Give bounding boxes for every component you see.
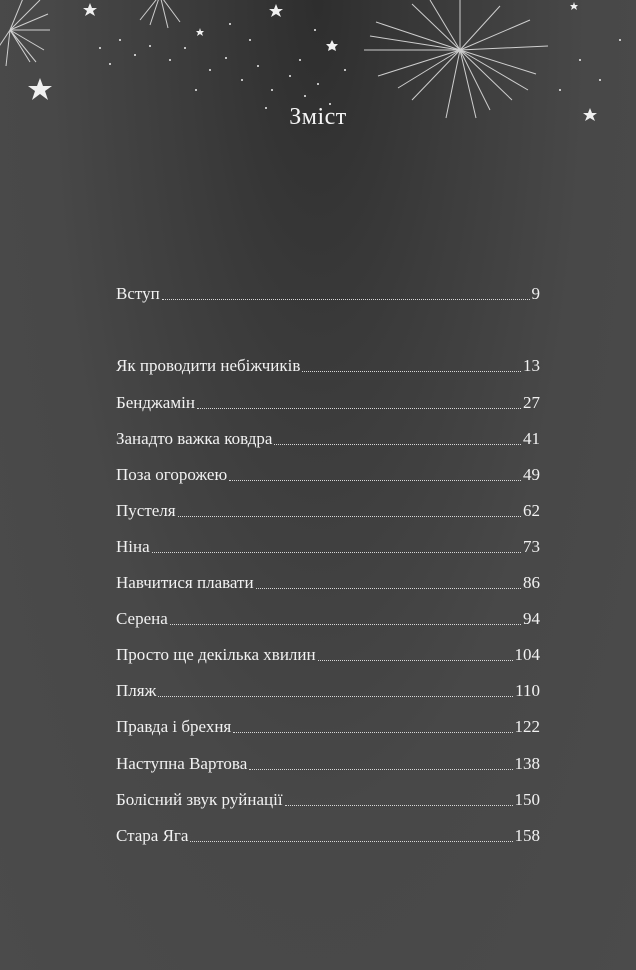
toc-entry-page: 158	[514, 826, 540, 845]
toc-entry[interactable]	[116, 786, 540, 810]
toc-entry-page: 104	[514, 645, 540, 664]
toc-entry-page: 73	[523, 537, 540, 556]
toc-entry[interactable]	[116, 425, 540, 449]
toc-entry-label: Серена	[116, 609, 168, 628]
star-icon	[196, 28, 204, 36]
toc-entry-page: 62	[523, 501, 540, 520]
star-icon	[326, 40, 338, 51]
dot-leader	[233, 731, 512, 733]
toc-entry-label: Бенджамін	[116, 393, 195, 412]
toc-entry-page: 27	[523, 393, 540, 412]
toc-entry[interactable]	[116, 569, 540, 593]
toc-entry-page: 86	[523, 573, 540, 592]
dot-leader	[256, 587, 521, 589]
dot-leader	[197, 407, 521, 409]
toc-entry[interactable]	[116, 605, 540, 629]
dot-leader	[285, 804, 513, 806]
dot-leader	[170, 623, 521, 625]
dot-leader	[249, 768, 512, 770]
dot-leader	[178, 515, 521, 517]
toc-entry-page: 9	[531, 284, 540, 303]
toc-entry[interactable]	[116, 352, 540, 376]
toc-entry[interactable]	[116, 822, 540, 846]
toc-entry-label: Болісний звук руйнації	[116, 790, 283, 809]
toc-entry-page: 13	[523, 356, 540, 375]
toc-entry[interactable]	[116, 461, 540, 485]
toc-entry-page: 150	[514, 790, 540, 809]
toc-entry-page: 41	[523, 429, 540, 448]
toc-entry-label: Просто ще декілька хвилин	[116, 645, 316, 664]
toc-entry-label: Наступна Вартова	[116, 754, 248, 773]
star-icon	[28, 78, 52, 100]
toc-entry-label: Пустеля	[116, 501, 176, 520]
star-icon	[570, 2, 578, 10]
dot-leader	[302, 370, 521, 372]
dot-leader	[190, 840, 512, 842]
toc-entry-label: Поза огорожею	[116, 465, 228, 484]
dot-leader	[158, 695, 513, 697]
dot-leader	[274, 443, 521, 445]
toc-entry-label: Навчитися плавати	[116, 573, 254, 592]
toc-entry-page: 138	[514, 754, 540, 773]
toc-entry-label: Занадто важка ковдра	[116, 429, 273, 448]
toc-entry-page: 94	[523, 609, 540, 628]
toc-entry[interactable]	[116, 389, 540, 413]
toc-entry[interactable]	[116, 713, 540, 737]
toc-entry-page: 122	[514, 717, 540, 736]
toc-entry[interactable]	[116, 533, 540, 557]
toc-entry[interactable]	[116, 750, 540, 774]
page-title: Зміст	[289, 104, 347, 130]
firework-right-icon	[364, 0, 548, 118]
toc-entry-label: Вступ	[116, 284, 160, 303]
firework-left-icon	[0, 0, 50, 66]
star-icon	[83, 3, 97, 16]
toc-entry-label: Стара Яга	[116, 826, 189, 845]
toc-entry-page: 110	[515, 681, 540, 700]
dot-leader	[152, 551, 521, 553]
dot-leader	[318, 659, 513, 661]
toc-entry-label: Як проводити небіжчиків	[116, 356, 301, 375]
toc-entry[interactable]	[116, 497, 540, 521]
toc-entry[interactable]	[116, 677, 540, 701]
toc-entry-page: 49	[523, 465, 540, 484]
dot-leader	[162, 298, 530, 300]
toc-entry-intro[interactable]	[116, 280, 540, 304]
star-icon	[269, 4, 283, 17]
toc-entry-label: Ніна	[116, 537, 150, 556]
toc-entry-label: Правда і брехня	[116, 717, 232, 736]
firework-top-icon	[140, 0, 180, 28]
toc-entry-label: Пляж	[116, 681, 157, 700]
dot-leader	[229, 479, 521, 481]
toc-entry[interactable]	[116, 641, 540, 665]
